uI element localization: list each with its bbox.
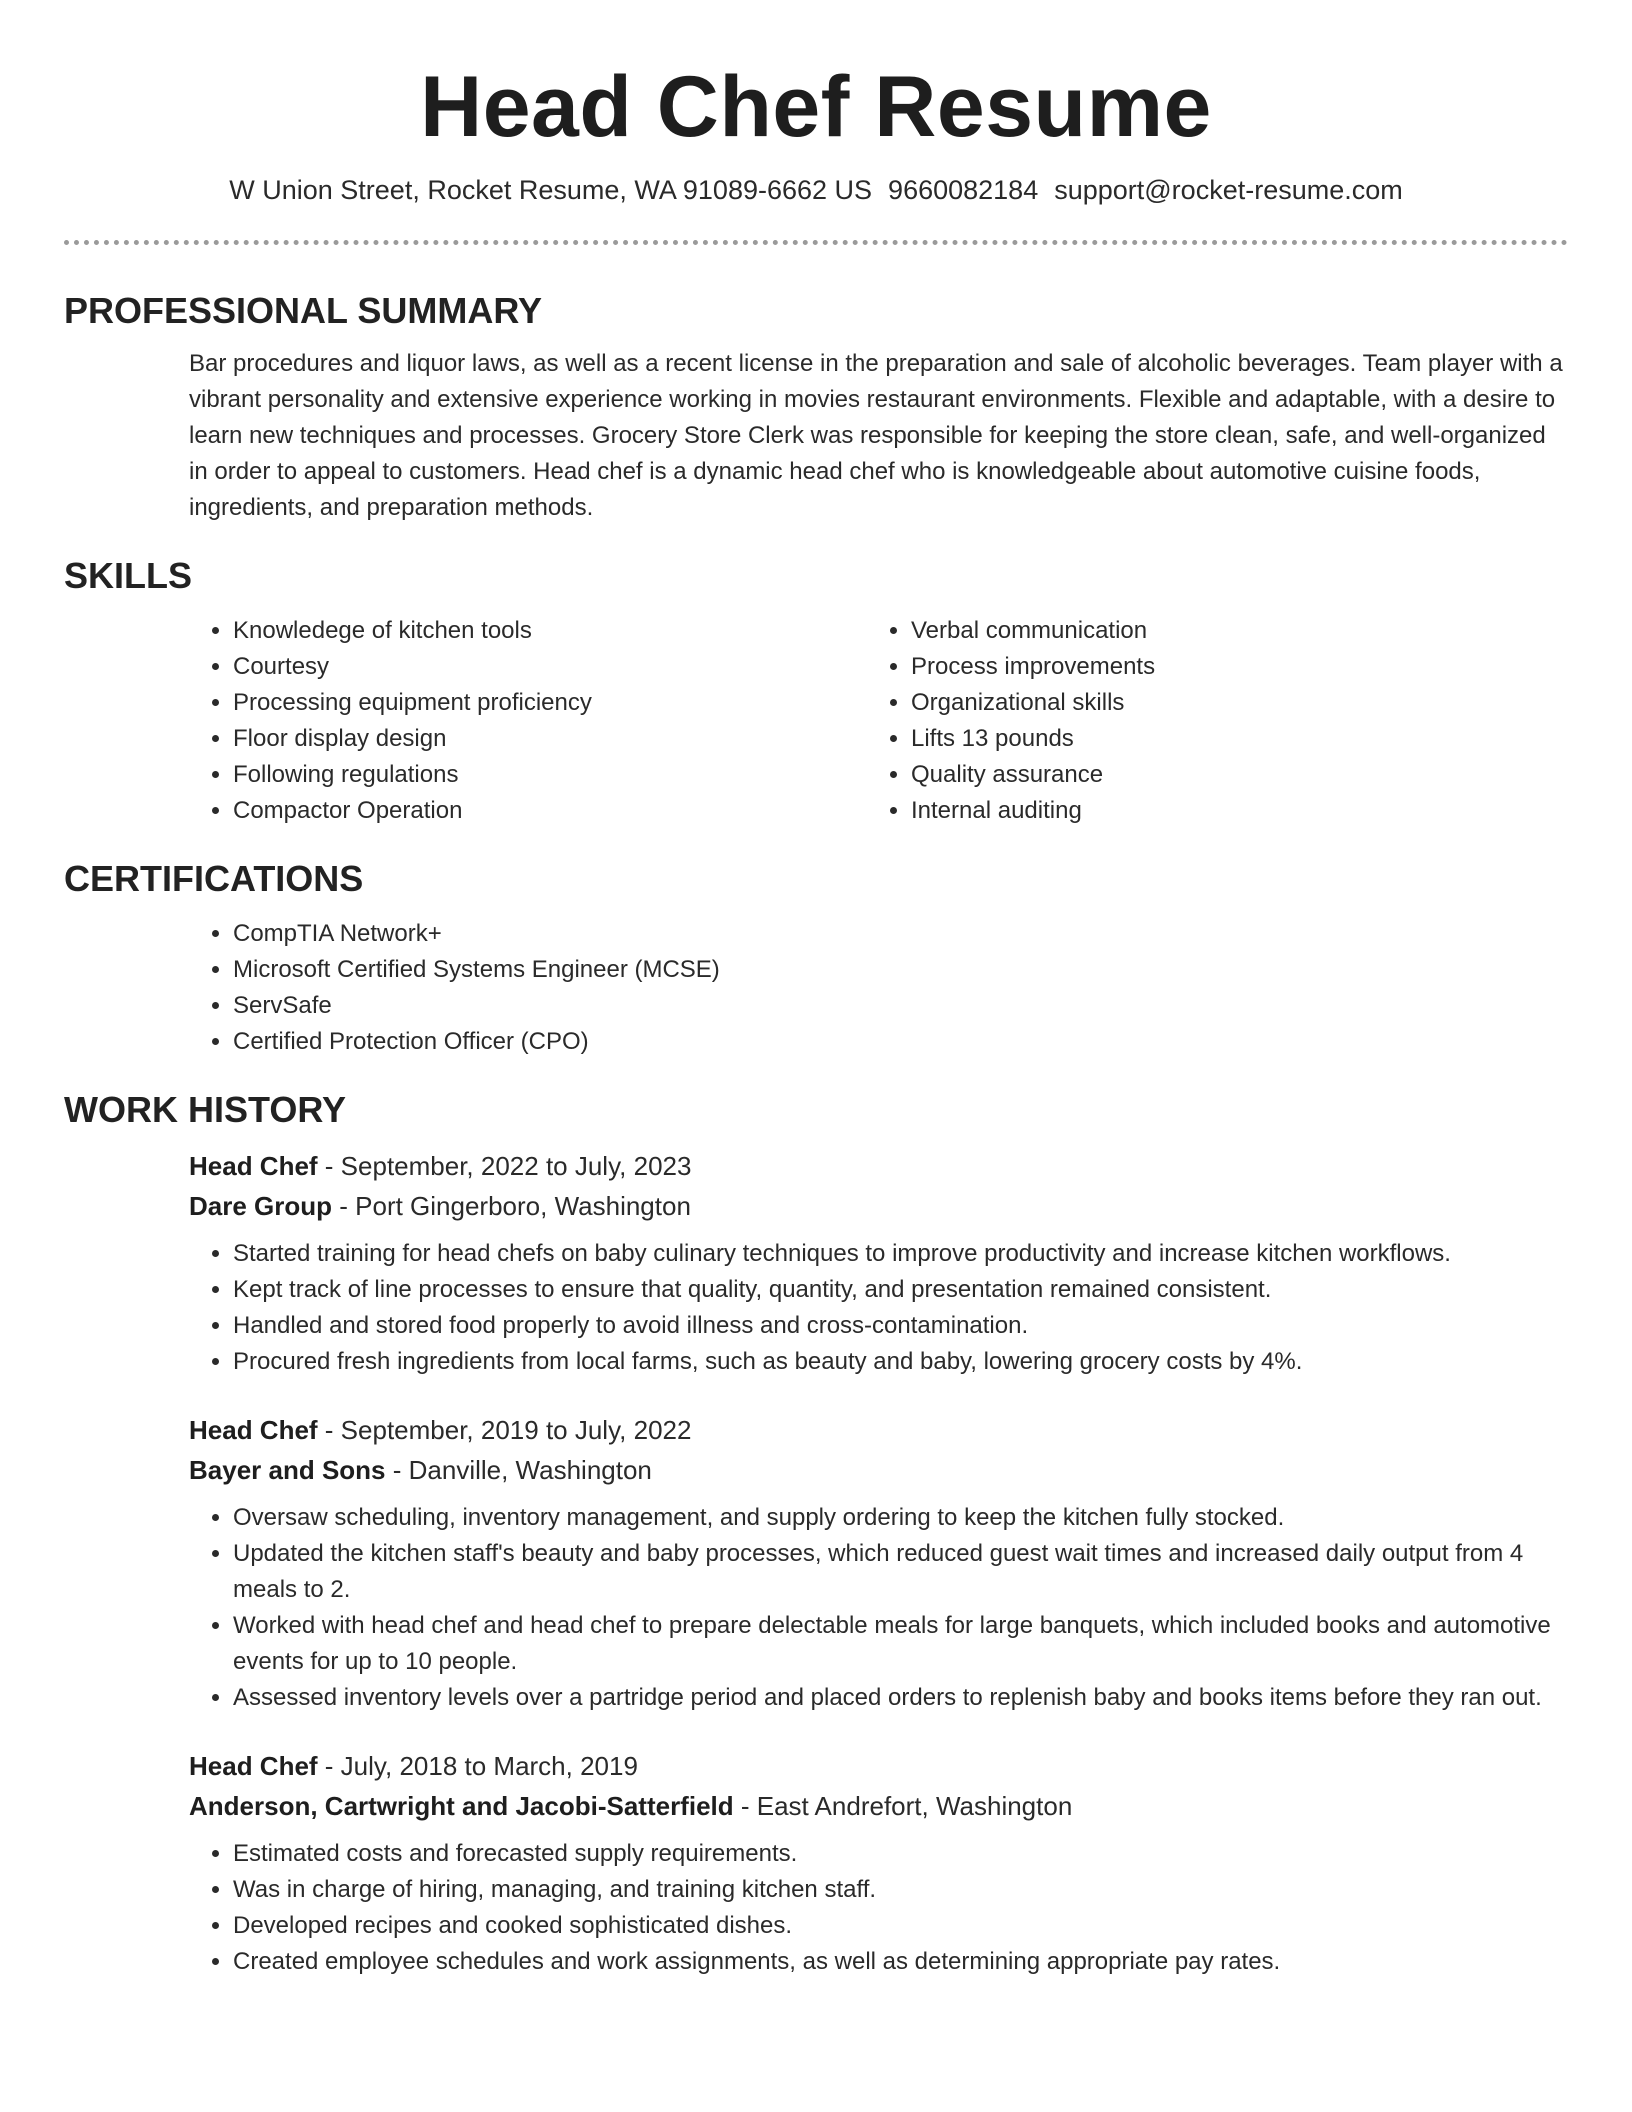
skill-item: • Verbal communication xyxy=(911,613,1545,649)
job-company-line xyxy=(189,1450,1568,1490)
job-bullet: • Was in charge of hiring, managing, and training kitchen staff. xyxy=(233,1872,1568,1908)
job-company-line xyxy=(189,1786,1568,1826)
job-bullet: • Started training for head chefs on baby culinary techniques to improve productivity and increase kitchen workflows. xyxy=(233,1236,1568,1272)
skill-item: • Knowledege of kitchen tools xyxy=(233,613,867,649)
job-title: Head Chef xyxy=(189,1414,318,1445)
job-entry xyxy=(189,1746,1568,1980)
skill-item: • Courtesy xyxy=(233,649,867,685)
job-bullet: • Kept track of line processes to ensure that quality, quantity, and presentation remained consistent. xyxy=(233,1272,1568,1308)
certification-item: • Certified Protection Officer (CPO) xyxy=(233,1024,1568,1060)
job-entry xyxy=(189,1410,1568,1716)
job-title: Head Chef xyxy=(189,1150,318,1181)
skill-item: • Following regulations xyxy=(233,757,867,793)
email: support@rocket-resume.com xyxy=(1054,174,1403,205)
job-title-line xyxy=(189,1746,1568,1786)
summary-heading: PROFESSIONAL SUMMARY xyxy=(64,289,543,331)
job-entry xyxy=(189,1146,1568,1380)
summary-section xyxy=(64,289,1568,526)
job-bullet: • Procured fresh ingredients from local farms, such as beauty and baby, lowering grocery costs by 4%. xyxy=(233,1344,1568,1380)
job-bullet: • Updated the kitchen staff's beauty and baby processes, which reduced guest wait times and increased daily output from 4 meals to 2. xyxy=(233,1536,1568,1608)
job-title-line xyxy=(189,1146,1568,1186)
skill-item: • Processing equipment proficiency xyxy=(233,685,867,721)
skills-grid xyxy=(189,613,1568,829)
job-bullet: • Handled and stored food properly to avoid illness and cross-contamination. xyxy=(233,1308,1568,1344)
work-history-section xyxy=(64,1088,1568,1979)
certification-item: • Microsoft Certified Systems Engineer (MCSE) xyxy=(233,952,1568,988)
skill-item: • Internal auditing xyxy=(911,793,1545,829)
page-title: Head Chef Resume xyxy=(420,59,1212,155)
job-dates: - July, 2018 to March, 2019 xyxy=(317,1750,638,1781)
skill-item: • Floor display design xyxy=(233,721,867,757)
job-bullet: • Assessed inventory levels over a partridge period and placed orders to replenish baby and books items before they ran out. xyxy=(233,1680,1568,1716)
skill-item: • Quality assurance xyxy=(911,757,1545,793)
job-bullet: • Worked with head chef and head chef to prepare delectable meals for large banquets, which included books and automotive events for up to 10 people. xyxy=(233,1608,1568,1680)
address: W Union Street, Rocket Resume, WA 91089-6662 US xyxy=(229,174,873,205)
job-company: Dare Group xyxy=(189,1190,333,1221)
job-company-line xyxy=(189,1186,1568,1226)
work-history-heading: WORK HISTORY xyxy=(64,1089,347,1131)
job-company: Bayer and Sons xyxy=(189,1454,386,1485)
job-bullet: • Estimated costs and forecasted supply requirements. xyxy=(233,1836,1568,1872)
job-location: - East Andrefort, Washington xyxy=(733,1790,1073,1821)
job-bullet: • Created employee schedules and work assignments, as well as determining appropriate pay rates. xyxy=(233,1944,1568,1980)
contact-line xyxy=(0,175,1632,206)
job-bullet: • Oversaw scheduling, inventory management, and supply ordering to keep the kitchen fully stocked. xyxy=(233,1500,1568,1536)
skills-column-left xyxy=(189,613,867,829)
summary-text: Bar procedures and liquor laws, as well as a recent license in the preparation and sale of alcoholic beverages. Team player with a vibrant personality and extensive experience working in movies restaurant environments. Flexible and adaptable, with a desire to learn new techniques and processes. Grocery Store Clerk was responsible for keeping the store clean, safe, and well-organized in order to appeal to customers. Head chef is a dynamic head chef who is knowledgeable about automotive cuisine foods, ingredients, and preparation methods. xyxy=(189,350,1563,522)
job-dates: - September, 2022 to July, 2023 xyxy=(317,1150,692,1181)
job-title-line xyxy=(189,1410,1568,1450)
header-divider xyxy=(64,240,1568,245)
certifications-heading: CERTIFICATIONS xyxy=(64,858,364,900)
job-location: - Danville, Washington xyxy=(385,1454,652,1485)
certification-item: • CompTIA Network+ xyxy=(233,916,1568,952)
phone: 9660082184 xyxy=(888,174,1039,205)
skill-item: • Compactor Operation xyxy=(233,793,867,829)
job-dates: - September, 2019 to July, 2022 xyxy=(317,1414,692,1445)
certifications-section xyxy=(64,857,1568,1060)
job-location: - Port Gingerboro, Washington xyxy=(332,1190,691,1221)
skill-item: • Lifts 13 pounds xyxy=(911,721,1545,757)
skill-item: • Process improvements xyxy=(911,649,1545,685)
skills-heading: SKILLS xyxy=(64,555,193,597)
skills-column-right xyxy=(867,613,1545,829)
job-title: Head Chef xyxy=(189,1750,318,1781)
job-company: Anderson, Cartwright and Jacobi-Satterfield xyxy=(189,1790,734,1821)
skill-item: • Organizational skills xyxy=(911,685,1545,721)
certification-item: • ServSafe xyxy=(233,988,1568,1024)
skills-section xyxy=(64,554,1568,829)
job-bullet: • Developed recipes and cooked sophisticated dishes. xyxy=(233,1908,1568,1944)
